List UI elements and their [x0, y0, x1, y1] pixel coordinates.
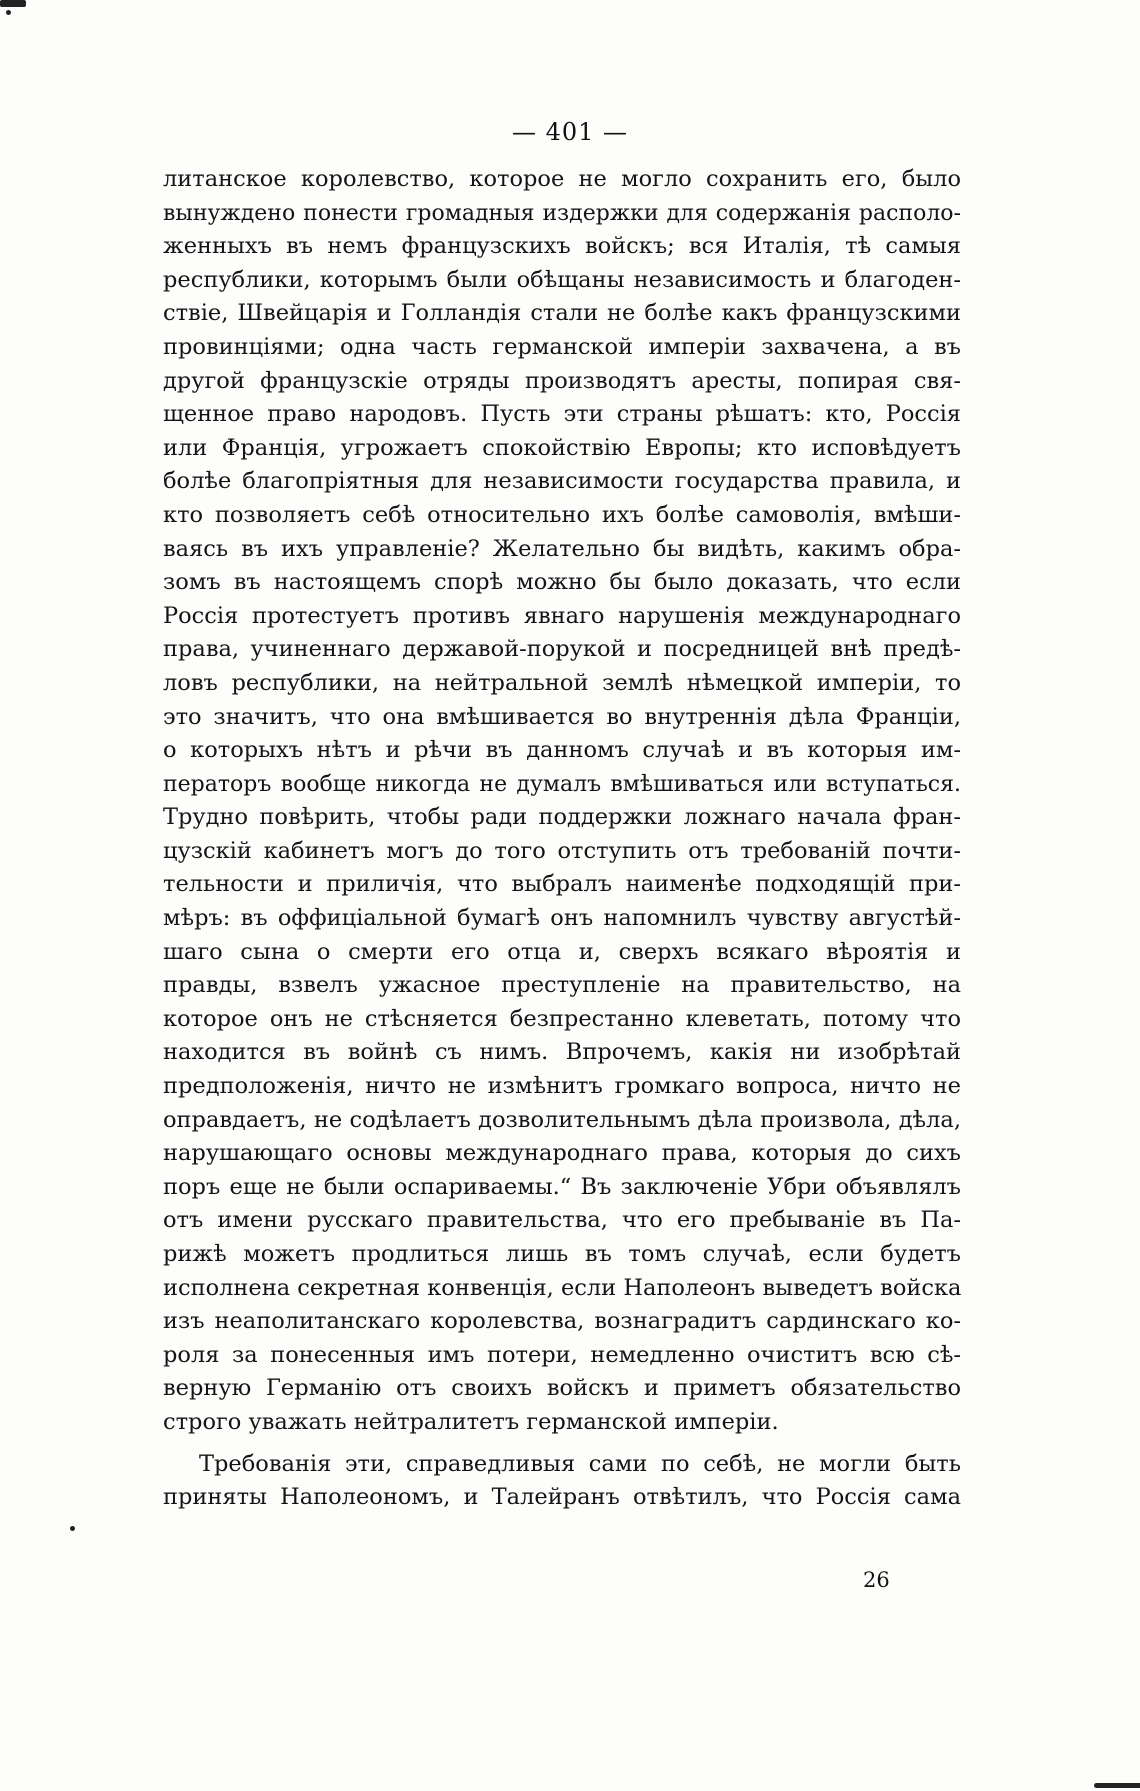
text-line: Требованія эти, справедливыя сами по себѣ, не могли быть [199, 1450, 961, 1477]
text-line: рижѣ можетъ продлиться лишь въ томъ случаѣ, если будетъ [163, 1241, 961, 1267]
text-line: щенное право народовъ. Пусть эти страны рѣшатъ: кто, Россія [163, 401, 961, 428]
text-line: поръ еще не были оспариваемы.“ Въ заключеніе Убри объявлялъ [163, 1173, 961, 1200]
text-line: болѣе благопріятныя для независимости государства правила, и [163, 468, 961, 495]
text-line: изъ неаполитанскаго королевства, вознаградитъ сардинскаго ко- [163, 1308, 961, 1335]
scan-speck [1094, 1783, 1140, 1788]
text-line: литанское королевство, которое не могло сохранить его, было [163, 166, 961, 192]
text-line: предположенія, ничто не измѣнитъ громкаго вопроса, ничто не [163, 1073, 961, 1100]
text-line: тельности и приличія, что выбралъ наименѣе подходящій при- [163, 871, 961, 898]
text-line: которое онъ не стѣсняется безпрестанно клеветать, потому что [163, 1005, 961, 1032]
text-line: приняты Наполеономъ, и Талейранъ отвѣтилъ, что Россія сама [163, 1484, 961, 1511]
text-line: исполнена секретная конвенція, если Наполеонъ выведетъ войска [163, 1274, 962, 1301]
signature-mark: 26 [863, 1568, 890, 1592]
text-line: шаго сына о смерти его отца и, сверхъ всякаго вѣроятія и [163, 938, 961, 965]
paragraph [163, 163, 961, 1440]
text-line: находится въ войнѣ съ нимъ. Впрочемъ, какія ни изобрѣтай [163, 1039, 961, 1066]
text-line: ператоръ вообще никогда не думалъ вмѣшиваться или вступаться. [163, 771, 961, 797]
text-line: строго уважать нейтралитетъ германской имперіи. [163, 1408, 779, 1435]
text-line: провинціями; одна часть германской имперіи захвачена, а въ [163, 333, 961, 360]
text-line: республики, которымъ были обѣщаны независимость и благоден- [163, 266, 961, 293]
text-line: ваясь въ ихъ управленіе? Желательно бы видѣть, какимъ обра- [163, 535, 961, 562]
text-line: кто позволяетъ себѣ относительно ихъ болѣе самоволія, вмѣши- [163, 501, 961, 528]
text-line: женныхъ въ немъ французскихъ войскъ; вся Италія, тѣ самыя [163, 233, 961, 260]
text-line: ствіе, Швейцарія и Голландія стали не болѣе какъ французскими [163, 300, 961, 327]
text-line: зомъ въ настоящемъ спорѣ можно бы было доказать, что если [163, 569, 961, 596]
text-line: верную Германію отъ своихъ войскъ и приметъ обязательство [163, 1375, 961, 1402]
paragraph [163, 1448, 961, 1515]
text-line: Трудно повѣрить, чтобы ради поддержки ложнаго начала фран- [163, 804, 961, 831]
scan-speck [0, 0, 26, 7]
text-line: роля за понесенныя имъ потери, немедленно очиститъ всю сѣ- [163, 1341, 961, 1368]
text-line: другой французскіе отряды производятъ аресты, попирая свя- [163, 367, 961, 394]
scan-speck [6, 10, 11, 15]
scan-speck [70, 1526, 75, 1531]
text-line: отъ имени русскаго правительства, что его пребываніе въ Па- [163, 1207, 961, 1234]
text-line: ловъ республики, на нейтральной землѣ нѣмецкой имперіи, то [163, 669, 961, 696]
text-line: права, учиненнаго державой-порукой и посредницей внѣ предѣ- [163, 636, 961, 663]
text-line: это значитъ, что она вмѣшивается во внутреннія дѣла Франціи, [163, 703, 961, 730]
text-line: вынуждено понести громадныя издержки для содержанія располо- [163, 200, 961, 226]
text-line: цузскій кабинетъ могъ до того отступить отъ требованій почти- [163, 837, 961, 864]
text-line: Россія протестуетъ противъ явнаго нарушенія международнаго [163, 602, 961, 629]
text-line: нарушающаго основы международнаго права, которыя до сихъ [163, 1140, 961, 1167]
page-number: — 401 — [511, 118, 629, 146]
text-line: правды, взвелъ ужасное преступленіе на правительство, на [163, 972, 961, 999]
text-line: или Франція, угрожаетъ спокойствію Европы; кто исповѣдуетъ [163, 434, 961, 461]
text-line: оправдаетъ, не содѣлаетъ дозволительнымъ дѣла произвола, дѣла, [163, 1106, 961, 1133]
body-text [163, 163, 961, 1515]
text-line: мѣръ: въ оффиціальной бумагѣ онъ напомнилъ чувству августѣй- [163, 905, 961, 932]
text-line: о которыхъ нѣтъ и рѣчи въ данномъ случаѣ и въ которыя им- [163, 737, 961, 764]
